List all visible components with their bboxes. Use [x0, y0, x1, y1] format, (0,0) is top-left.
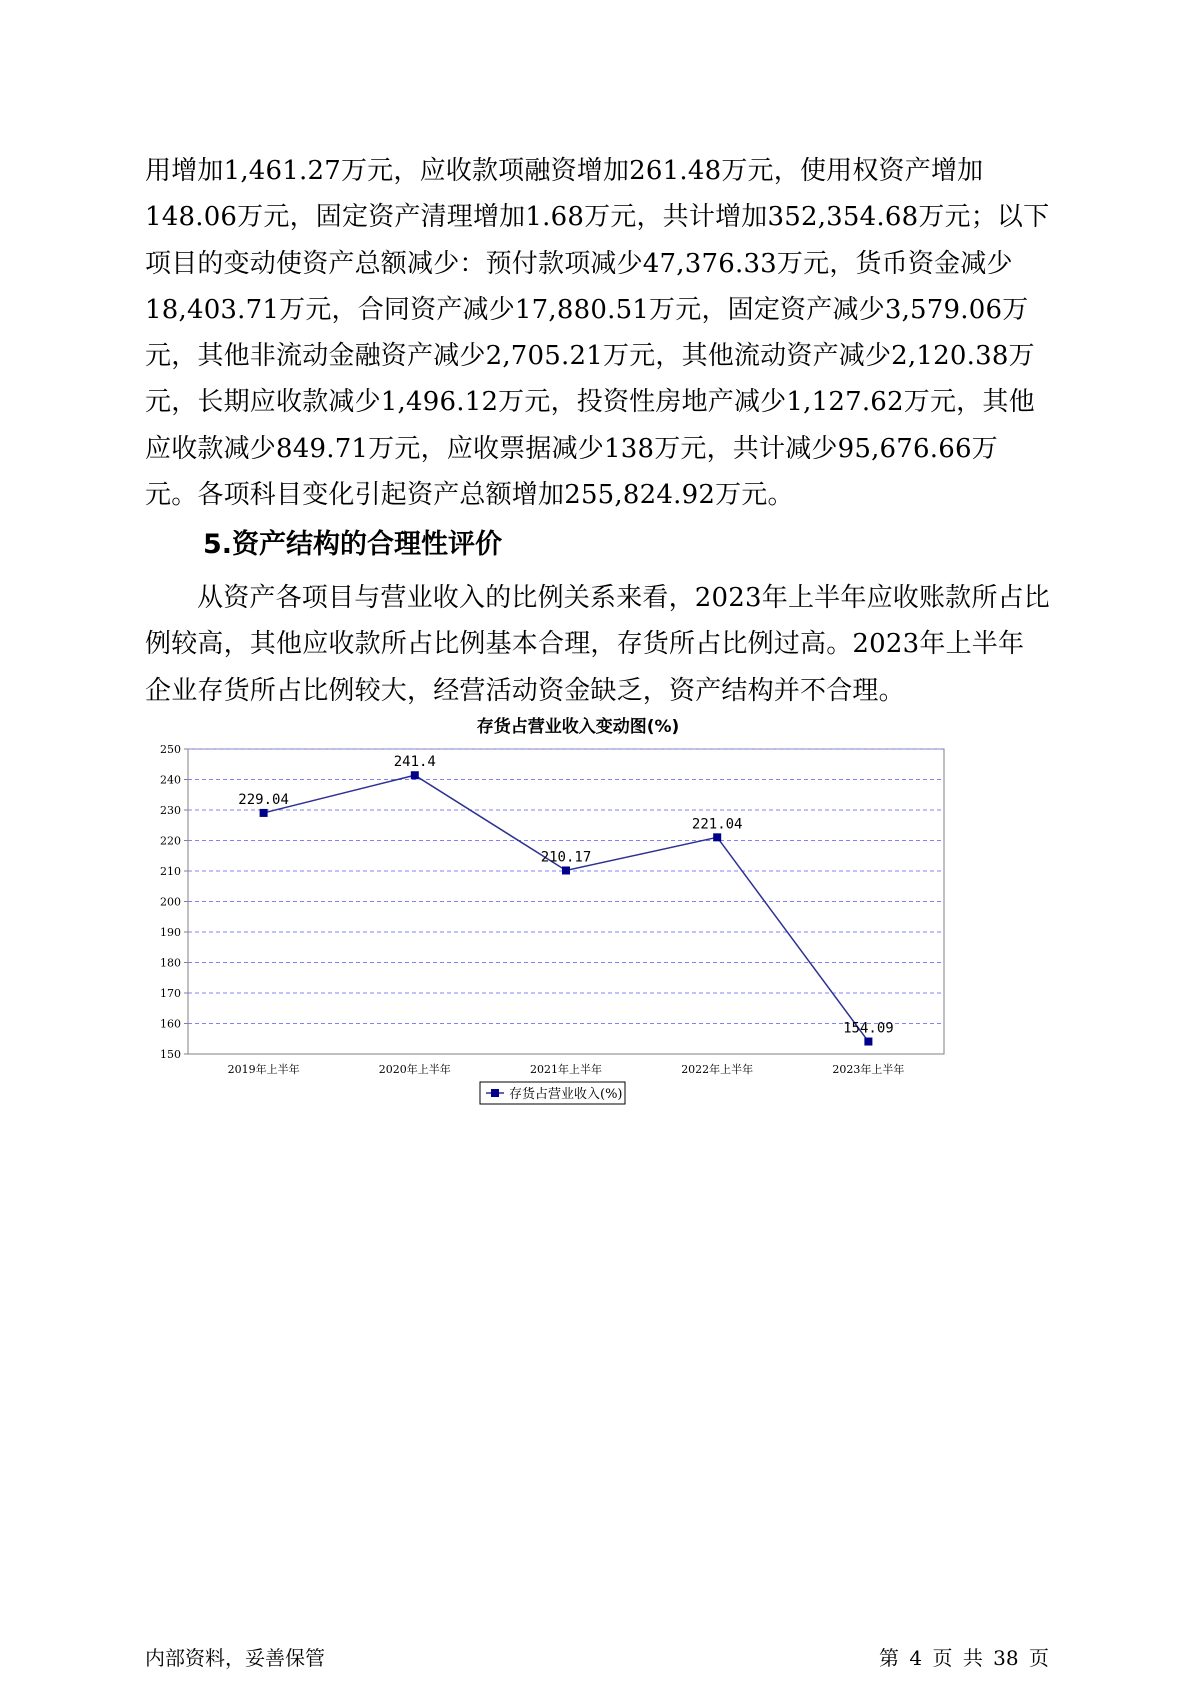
section-heading: 5.资产结构的合理性评价	[203, 529, 503, 560]
body-paragraph-1: 用增加1,461.27万元，应收款项融资增加261.48万元，使用权资产增加148.06万元，固定资产清理增加1.68万元，共计增加352,354.68万元；以下项目的变动使资产总额减少：预付款项减少47,376.33万元，货币资金减少18,403.71万元，合同资产减少17,880.51万元，固定资产减少3,579.06万元，其他非流动金融资产减少2,705.21万元，其他流动资产减少2,120.38万元，长期应收款减少1,496.12万元，投资性房地产减少1,127.62万元，其他应收款减少849.71万元，应收票据减少138万元，共计减少95,676.66万元。各项科目变化引起资产总额增加255,824.92万元。	[145, 156, 1050, 511]
data-label: 241.4	[393, 754, 436, 771]
y-tick-label: 200	[160, 895, 181, 909]
data-point	[562, 866, 570, 874]
data-label: 210.17	[540, 849, 592, 866]
y-tick-label: 180	[160, 956, 181, 970]
x-tick-label: 2021年上半年	[530, 1063, 602, 1076]
y-tick-label: 160	[160, 1017, 181, 1031]
chart-title: 存货占营业收入变动图(%)	[476, 717, 680, 737]
inventory-ratio-chart	[150, 717, 1030, 1210]
y-tick-label: 220	[160, 834, 181, 848]
y-tick-label: 170	[160, 987, 181, 1000]
data-label: 221.04	[691, 816, 743, 833]
data-label: 229.04	[238, 791, 289, 808]
body-paragraph-2: 从资产各项目与营业收入的比例关系来看，2023年上半年应收账款所占比例较高，其他应收款所占比例基本合理，存货所占比例过高。2023年上半年企业存货所占比例较大，经营活动资金缺乏，资产结构并不合理。	[145, 583, 1050, 706]
chart-svg	[150, 717, 1030, 1210]
data-label: 154.09	[843, 1020, 894, 1037]
footer-page-number: 第 4 页 共 38 页	[879, 1646, 1049, 1670]
x-tick-label: 2020年上半年	[378, 1063, 451, 1076]
legend-marker	[491, 1089, 499, 1097]
y-tick-label: 240	[160, 773, 181, 787]
data-point	[864, 1038, 872, 1046]
x-tick-label: 2023年上半年	[832, 1063, 905, 1076]
footer-confidential-note: 内部资料，妥善保管	[145, 1646, 325, 1670]
y-tick-label: 150	[160, 1048, 181, 1061]
data-point	[411, 771, 419, 779]
legend-label: 存货占营业收入(%)	[509, 1087, 623, 1102]
y-tick-label: 210	[160, 865, 181, 878]
y-tick-label: 250	[160, 743, 181, 756]
data-point	[260, 809, 268, 817]
y-tick-label: 230	[160, 804, 181, 817]
data-point	[713, 833, 721, 841]
y-tick-label: 190	[160, 926, 181, 939]
x-tick-label: 2019年上半年	[227, 1063, 300, 1076]
x-tick-label: 2022年上半年	[681, 1063, 754, 1076]
